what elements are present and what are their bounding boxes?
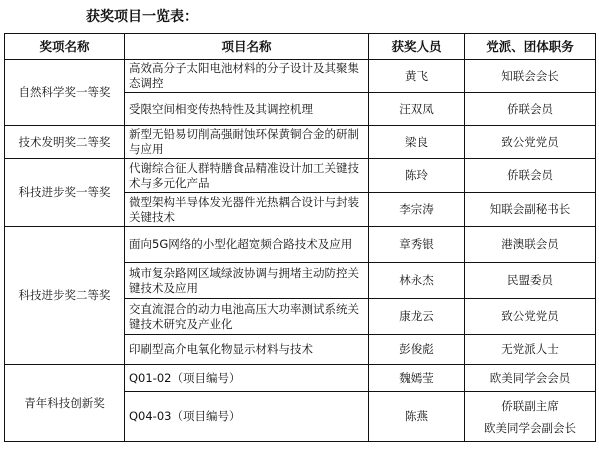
award-category: 技术发明奖二等奖 (5, 126, 125, 159)
party-role: 侨联会员 (465, 93, 596, 126)
party-role: 致公党党员 (465, 299, 596, 335)
table-row (5, 60, 596, 93)
project-name: 受限空间相变传热特性及其调控机理 (125, 93, 369, 126)
project-name: 面向5G网络的小型化超宽频合路技术及应用 (125, 227, 369, 263)
table-header-row (5, 34, 596, 60)
winner-name: 黄飞 (369, 60, 465, 93)
award-category: 科技进步奖一等奖 (5, 159, 125, 227)
party-role: 侨联副主席 (501, 398, 559, 413)
project-name: 微型架构半导体发光器件光热耦合设计与封装关键技术 (125, 193, 369, 227)
project-name: 高效高分子太阳电池材料的分子设计及其聚集态调控 (125, 60, 369, 93)
table-row (5, 365, 596, 392)
project-name: 代谢综合征人群特膳食品精准设计加工关键技术与多元化产品 (125, 159, 369, 193)
party-role: 欧美同学会副会长 (484, 420, 576, 435)
winner-name: 陈燕 (369, 392, 465, 442)
awards-table (4, 33, 596, 442)
winner-name: 陈玲 (369, 159, 465, 193)
award-category: 科技进步奖二等奖 (5, 227, 125, 365)
winner-name: 梁良 (369, 126, 465, 159)
project-name: Q01-02（项目编号） (125, 365, 369, 392)
header-award-name: 奖项名称 (5, 34, 125, 60)
party-role: 知联会会长 (465, 60, 596, 93)
winner-name: 魏嫣莹 (369, 365, 465, 392)
project-name: 新型无铅易切削高强耐蚀环保黄铜合金的研制与应用 (125, 126, 369, 159)
header-winner: 获奖人员 (369, 34, 465, 60)
table-row (5, 126, 596, 159)
project-name: 城市复杂路网区域绿波协调与拥堵主动防控关键技术及应用 (125, 263, 369, 299)
winner-name: 康龙云 (369, 299, 465, 335)
party-role: 民盟委员 (465, 263, 596, 299)
header-party-role: 党派、团体职务 (465, 34, 596, 60)
winner-name: 彭俊彪 (369, 335, 465, 365)
award-category: 自然科学奖一等奖 (5, 60, 125, 126)
winner-name: 李宗涛 (369, 193, 465, 227)
table-row (5, 227, 596, 263)
party-role: 欧美同学会会员 (465, 365, 596, 392)
party-role-cell (465, 392, 596, 442)
party-role: 致公党党员 (465, 126, 596, 159)
party-role: 港澳联会员 (465, 227, 596, 263)
party-role: 知联会副秘书长 (465, 193, 596, 227)
party-role: 侨联会员 (465, 159, 596, 193)
page-title: 获奖项目一览表： (86, 9, 198, 25)
winner-name: 汪双凤 (369, 93, 465, 126)
winner-name: 林永杰 (369, 263, 465, 299)
project-name: Q04-03（项目编号） (125, 392, 369, 442)
award-category: 青年科技创新奖 (5, 365, 125, 442)
table-row (5, 159, 596, 193)
winner-name: 章秀银 (369, 227, 465, 263)
project-name: 印刷型高介电氧化物显示材料与技术 (125, 335, 369, 365)
party-role: 无党派人士 (465, 335, 596, 365)
header-project-name: 项目名称 (125, 34, 369, 60)
project-name: 交直流混合的动力电池高压大功率测试系统关键技术研究及产业化 (125, 299, 369, 335)
